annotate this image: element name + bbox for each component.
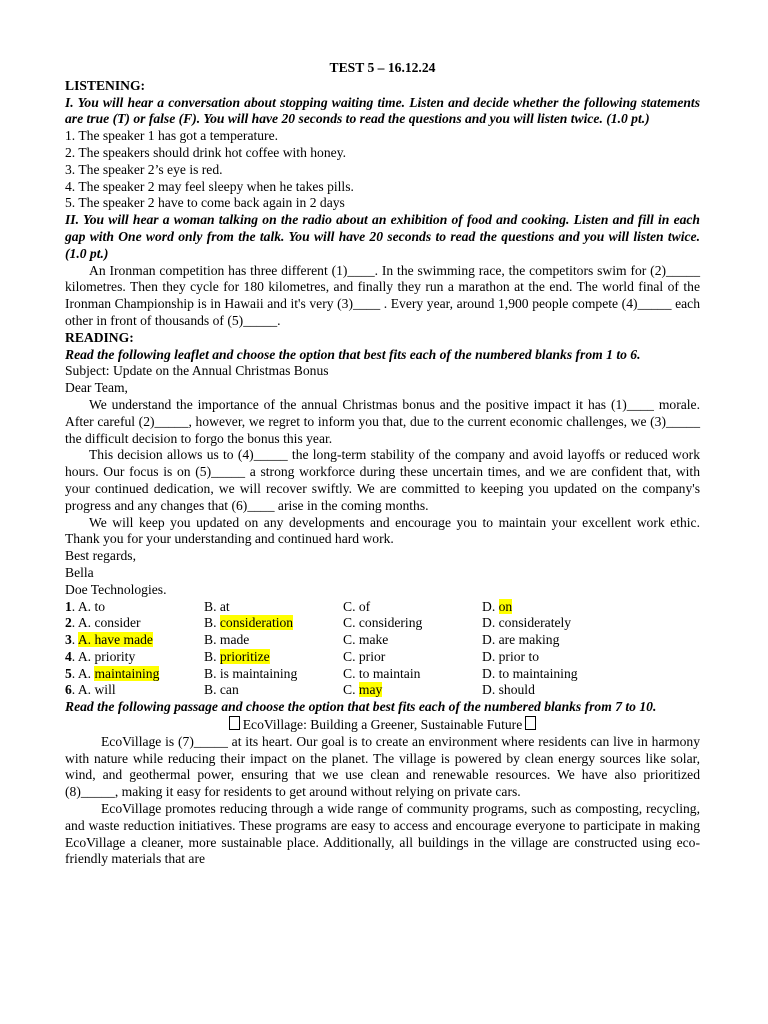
option-letter: B. (204, 648, 220, 664)
option-letter: B. (204, 632, 220, 648)
passage-paragraph: EcoVillage promotes reducing through a wide range of community programs, such as composting, recycling, and waste reduction initiatives. These programs are easy to access and encourage everyone to participate in making EcoVillage a cleaner, more sustainable place. Additionally, all buildings in the village are constructed using eco-friendly materials that are (65, 801, 700, 867)
passage-title: EcoVillage: Building a Greener, Sustainable Future (242, 717, 523, 733)
reading-heading: READING: (65, 329, 134, 345)
listening-part2-passage: An Ironman competition has three different (1)____. In the swimming race, the competitors swim for (2)_____ kilometres. Then they cycle for 180 kilometres, and finally they run a marathon at the end. The world final of the Ironman Championship is in Hawaii and it's very (3)____ . Every year, around 1,900 people compete (4)_____ each other in front of thousands of (5)_____. (65, 262, 700, 328)
option-letter: . A. (71, 682, 95, 698)
listening-part2-instruction: II. You will hear a woman talking on the radio about an exhibition of food and cooking. Listen and fill in each gap with One word only from the talk. You will have 20 seconds to read the questions and you will listen twice. (1.0 pt.) (65, 212, 700, 261)
option-text: considering (358, 615, 423, 631)
option-letter: D. (482, 665, 499, 681)
option-a (65, 615, 204, 632)
option-c (343, 682, 482, 699)
listening-item: 2. The speakers should drink hot coffee with honey. (65, 144, 347, 160)
option-b (204, 615, 343, 632)
option-letter: C. (343, 665, 359, 681)
option-a (65, 666, 204, 683)
option-c (343, 649, 482, 666)
option-letter: B. (204, 665, 220, 681)
option-d (482, 682, 700, 699)
question-number: 2 (65, 615, 72, 631)
leaflet-paragraph: We will keep you updated on any developments and encourage you to maintain your excellent work ethic. Thank you for your understanding and continued hard work. (65, 514, 700, 547)
listening-item: 1. The speaker 1 has got a temperature. (65, 128, 279, 144)
option-text: priority (94, 648, 136, 664)
option-text: will (94, 682, 116, 698)
highlighted-answer: A. have made (77, 632, 153, 648)
option-letter: C. (343, 615, 359, 631)
highlighted-answer: prioritize (219, 648, 270, 664)
option-text: can (219, 682, 239, 698)
leaflet-greeting: Dear Team, (65, 380, 128, 396)
question-number: 6 (65, 682, 72, 698)
highlighted-answer: on (498, 598, 513, 614)
option-d (482, 649, 700, 666)
option-letter: . A. (71, 598, 95, 614)
question-number: 3 (65, 632, 72, 648)
option-letter: C. (343, 648, 359, 664)
option-b (204, 682, 343, 699)
option-letter: D. (482, 598, 499, 614)
passage-paragraph: EcoVillage is (7)_____ at its heart. Our goal is to create an environment where residents can live in harmony with nature while reducing their impact on the planet. The village is powered by clean energy sources like solar, wind, and geothermal power, ensuring that we use clean and renewable resources. We have also prioritized (8)_____, making it easy for residents to get around without relying on private cars. (65, 733, 700, 800)
listening-heading: LISTENING: (65, 77, 146, 93)
passage-title-row (65, 716, 700, 734)
question-row (65, 666, 700, 683)
leaflet-subject: Subject: Update on the Annual Christmas Bonus (65, 363, 329, 379)
option-letter: . (71, 632, 78, 648)
option-letter: . A. (71, 665, 95, 681)
test-title: TEST 5 – 16.12.24 (329, 60, 436, 75)
highlighted-answer: maintaining (94, 665, 160, 681)
option-text: are making (498, 632, 560, 648)
question-row (65, 682, 700, 699)
option-text: of (358, 598, 371, 614)
option-letter: D. (482, 648, 499, 664)
option-letter: C. (343, 682, 359, 698)
leaflet-company: Doe Technologies. (65, 581, 167, 597)
option-c (343, 632, 482, 649)
option-letter: C. (343, 598, 359, 614)
reading-part1-instruction: Read the following leaflet and choose the option that best fits each of the numbered blanks from 1 to 6. (65, 346, 641, 362)
listening-item: 3. The speaker 2’s eye is red. (65, 161, 223, 177)
option-a (65, 682, 204, 699)
leaflet-closing: Best regards, (65, 548, 136, 564)
option-a (65, 632, 204, 649)
option-text: at (219, 598, 230, 614)
option-text: considerately (498, 615, 572, 631)
listening-item: 4. The speaker 2 may feel sleepy when he takes pills. (65, 178, 354, 194)
option-text: is maintaining (219, 665, 298, 681)
leaflet-paragraph: This decision allows us to (4)_____ the long-term stability of the company and avoid layoffs or reduced work hours. Our focus is on (5)_____ a strong workforce during these uncertain times, and we are confident that, with your continued dedication, we will recover swiftly. We are committed to keeping you updated on the company's progress and any changes that (6)____ arise in the coming months. (65, 447, 700, 513)
option-c (343, 615, 482, 632)
option-d (482, 632, 700, 649)
option-letter: . A. (71, 648, 95, 664)
highlighted-answer: may (358, 682, 383, 698)
option-b (204, 632, 343, 649)
leaflet-signature-name: Bella (65, 564, 94, 580)
question-row (65, 632, 700, 649)
question-row (65, 599, 700, 616)
option-letter: C. (343, 632, 359, 648)
option-letter: D. (482, 615, 499, 631)
option-text: should (498, 682, 535, 698)
option-a (65, 649, 204, 666)
option-letter: B. (204, 615, 220, 631)
question-number: 5 (65, 665, 72, 681)
option-a (65, 599, 204, 616)
question-number: 4 (65, 648, 72, 664)
option-text: to maintain (358, 665, 421, 681)
listening-item: 5. The speaker 2 have to come back again in 2 days (65, 195, 345, 211)
question-row (65, 649, 700, 666)
option-b (204, 649, 343, 666)
option-letter: D. (482, 632, 499, 648)
highlighted-answer: consideration (219, 615, 294, 631)
option-text: prior to (498, 648, 540, 664)
option-text: prior (358, 648, 386, 664)
listening-part1-instruction: I. You will hear a conversation about stopping waiting time. Listen and decide whether the following statements are true (T) or false (F). You will have 20 seconds to read the questions and you will listen twice. (1.0 pt.) (65, 94, 700, 127)
missing-glyph-icon (525, 716, 536, 730)
question-number: 1 (65, 598, 72, 614)
option-letter: B. (204, 682, 220, 698)
option-text: to maintaining (498, 665, 578, 681)
option-d (482, 666, 700, 683)
option-b (204, 666, 343, 683)
option-text: make (358, 632, 389, 648)
leaflet-paragraph: We understand the importance of the annual Christmas bonus and the positive impact it has (1)____ morale. After careful (2)_____, however, we regret to inform you that, due to the current economic challenges, we (3)_____ the difficult decision to forgo the bonus this year. (65, 396, 700, 446)
option-text: to (94, 598, 106, 614)
option-c (343, 599, 482, 616)
option-letter: . A. (71, 615, 95, 631)
option-d (482, 615, 700, 632)
option-d (482, 599, 700, 616)
option-b (204, 599, 343, 616)
option-letter: D. (482, 682, 499, 698)
missing-glyph-icon (229, 716, 240, 730)
option-letter: B. (204, 598, 220, 614)
option-text: made (219, 632, 250, 648)
options-table (65, 599, 700, 700)
question-row (65, 615, 700, 632)
option-text: consider (94, 615, 141, 631)
reading-part2-instruction: Read the following passage and choose the option that best fits each of the numbered blanks from 7 to 10. (65, 699, 657, 715)
option-c (343, 666, 482, 683)
